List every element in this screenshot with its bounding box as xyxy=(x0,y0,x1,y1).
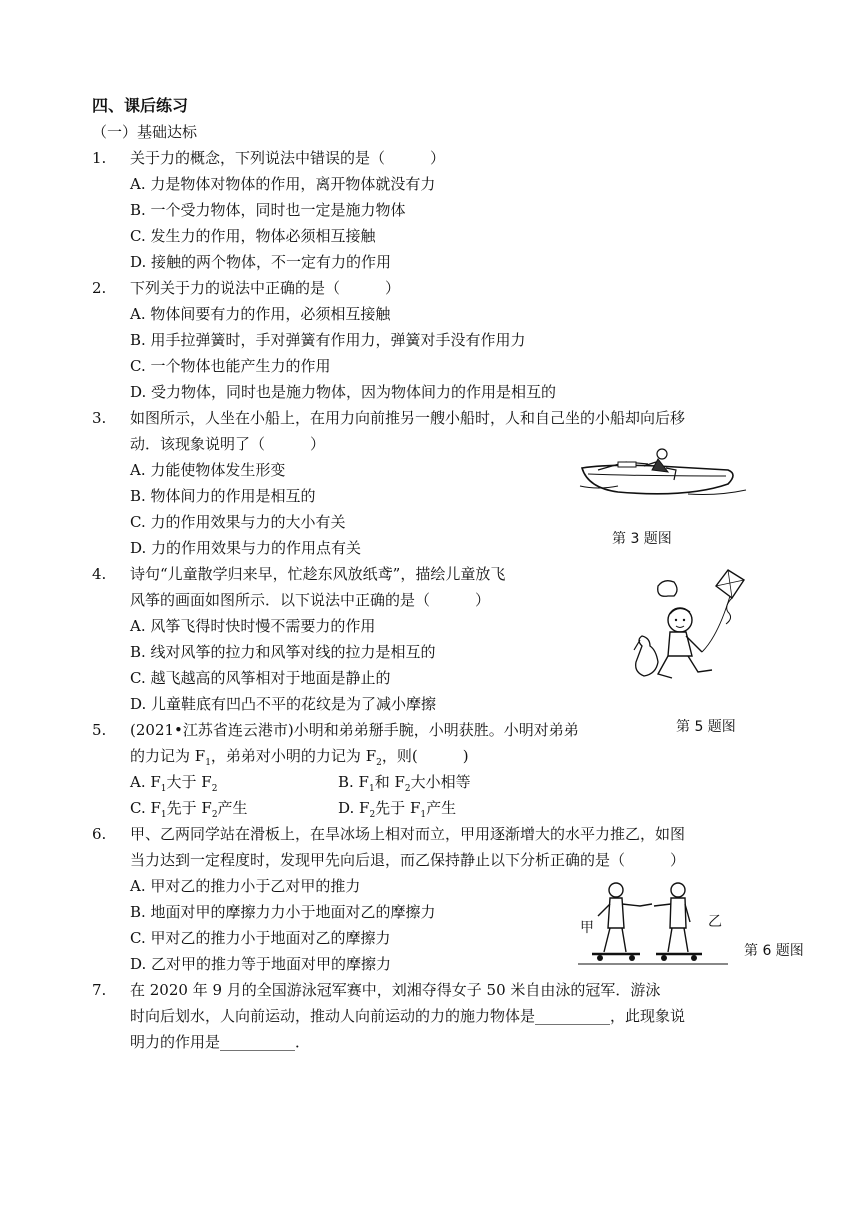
question-2-option-a: A. 物体间要有力的作用，必须相互接触 xyxy=(130,305,391,323)
label-jia: 甲 xyxy=(580,920,594,936)
question-5-number: 5. xyxy=(92,721,107,739)
question-1-number: 1. xyxy=(92,149,107,167)
subscript: 2 xyxy=(369,810,376,820)
figure-3-caption: 第 3 题图 xyxy=(612,531,672,547)
skateboard-figure xyxy=(578,878,728,968)
stem2-part: ，弟弟对小明的力记为 F xyxy=(210,747,377,765)
subscript: 2 xyxy=(211,784,218,794)
question-7-stem-line2: 时向后划水，人向前运动，推动人向前运动的力的施力物体是__________，此现象说 xyxy=(130,1007,686,1025)
question-1-option-c: C. 发生力的作用，物体必须相互接触 xyxy=(130,227,376,245)
question-3-option-c: C. 力的作用效果与力的大小有关 xyxy=(130,513,346,531)
subscript: 2 xyxy=(404,784,411,794)
question-3-stem: 如图所示，人坐在小船上，在用力向前推另一艘小船时，人和自己坐的小船却向后移 xyxy=(130,409,686,427)
kite-figure xyxy=(628,566,768,690)
subscript: 1 xyxy=(205,758,211,768)
question-3-option-b: B. 物体间力的作用是相互的 xyxy=(130,487,316,505)
opt-part: 和 F xyxy=(374,773,405,791)
question-1-stem: 关于力的概念，下列说法中错误的是（ ） xyxy=(130,149,446,167)
question-6-option-d: D. 乙对甲的推力等于地面对甲的摩擦力 xyxy=(130,955,392,973)
question-3-option-a: A. 力能使物体发生形变 xyxy=(130,461,286,479)
question-4-stem: 诗句“儿童散学归来早，忙趁东风放纸鸢”，描绘儿童放飞 xyxy=(130,565,506,583)
question-4-stem-line2: 风筝的画面如图所示．以下说法中正确的是（ ） xyxy=(130,591,491,609)
question-6-stem-line2: 当力达到一定程度时，发现甲先向后退，而乙保持静止以下分析正确的是（ ） xyxy=(130,851,686,869)
question-4-option-c: C. 越飞越高的风筝相对于地面是静止的 xyxy=(130,669,391,687)
figure-6-caption: 第 6 题图 xyxy=(744,943,804,959)
opt-part: 先于 F xyxy=(375,799,421,817)
question-7-stem-line3: 明力的作用是__________． xyxy=(130,1033,311,1051)
opt-part: B. F xyxy=(338,773,369,791)
question-5-option-b xyxy=(338,772,471,792)
question-1-option-d: D. 接触的两个物体，不一定有力的作用 xyxy=(130,253,392,271)
question-7-number: 7. xyxy=(92,981,107,999)
section-heading: 四、课后练习 xyxy=(92,96,189,115)
subscript: 1 xyxy=(160,784,167,794)
opt-part: D. F xyxy=(338,799,370,817)
subscript: 2 xyxy=(211,810,218,820)
question-4-option-a: A. 风筝飞得时快时慢不需要力的作用 xyxy=(130,617,376,635)
opt-part: 产生 xyxy=(217,799,248,817)
question-6-number: 6. xyxy=(92,825,107,843)
question-2-stem: 下列关于力的说法中正确的是（ ） xyxy=(130,279,401,297)
question-5-option-a xyxy=(130,772,217,792)
opt-part: 先于 F xyxy=(166,799,212,817)
question-4-option-d: D. 儿童鞋底有凹凸不平的花纹是为了减小摩擦 xyxy=(130,695,437,713)
question-5-stem: (2021•江苏省连云港市)小明和弟弟掰手腕，小明获胜。小明对弟弟 xyxy=(130,721,579,739)
question-1-option-b: B. 一个受力物体，同时也一定是施力物体 xyxy=(130,201,406,219)
opt-part: A. F xyxy=(130,773,161,791)
opt-part: 大于 F xyxy=(166,773,212,791)
boat-figure xyxy=(578,446,748,504)
subscript: 1 xyxy=(160,810,167,820)
question-2-option-b: B. 用手拉弹簧时，手对弹簧有作用力，弹簧对手没有作用力 xyxy=(130,331,526,349)
question-1-option-a: A. 力是物体对物体的作用，离开物体就没有力 xyxy=(130,175,436,193)
section-subheading: （一）基础达标 xyxy=(92,123,198,141)
question-3-option-d: D. 力的作用效果与力的作用点有关 xyxy=(130,539,362,557)
question-2-option-d: D. 受力物体，同时也是施力物体，因为物体间力的作用是相互的 xyxy=(130,383,557,401)
question-6-option-b: B. 地面对甲的摩擦力力小于地面对乙的摩擦力 xyxy=(130,903,436,921)
question-4-option-b: B. 线对风筝的拉力和风筝对线的拉力是相互的 xyxy=(130,643,436,661)
opt-part: 大小相等 xyxy=(410,773,471,791)
stem2-part: ，则( ) xyxy=(381,747,469,765)
question-3-stem-line2: 动．该现象说明了（ ） xyxy=(130,435,326,453)
stem2-part: 的力记为 F xyxy=(130,747,206,765)
question-7-stem: 在 2020 年 9 月的全国游泳冠军赛中，刘湘夺得女子 50 米自由泳的冠军．游泳 xyxy=(130,981,661,999)
question-5-option-c xyxy=(130,798,248,818)
question-5-option-d xyxy=(338,798,456,818)
subscript: 2 xyxy=(376,758,382,768)
subscript: 1 xyxy=(368,784,375,794)
question-4-number: 4. xyxy=(92,565,107,583)
figure-5-caption: 第 5 题图 xyxy=(676,719,736,735)
question-6-option-a: A. 甲对乙的推力小于乙对甲的推力 xyxy=(130,877,361,895)
question-2-option-c: C. 一个物体也能产生力的作用 xyxy=(130,357,331,375)
question-6-option-c: C. 甲对乙的推力小于地面对乙的摩擦力 xyxy=(130,929,391,947)
opt-part: 产生 xyxy=(426,799,457,817)
question-5-stem-line2 xyxy=(130,746,469,766)
question-3-number: 3. xyxy=(92,409,107,427)
label-yi: 乙 xyxy=(708,914,722,930)
question-2-number: 2. xyxy=(92,279,107,297)
subscript: 1 xyxy=(420,810,427,820)
opt-part: C. F xyxy=(130,799,161,817)
question-6-stem: 甲、乙两同学站在滑板上，在旱冰场上相对而立，甲用逐渐增大的水平力推乙，如图 xyxy=(130,825,686,843)
